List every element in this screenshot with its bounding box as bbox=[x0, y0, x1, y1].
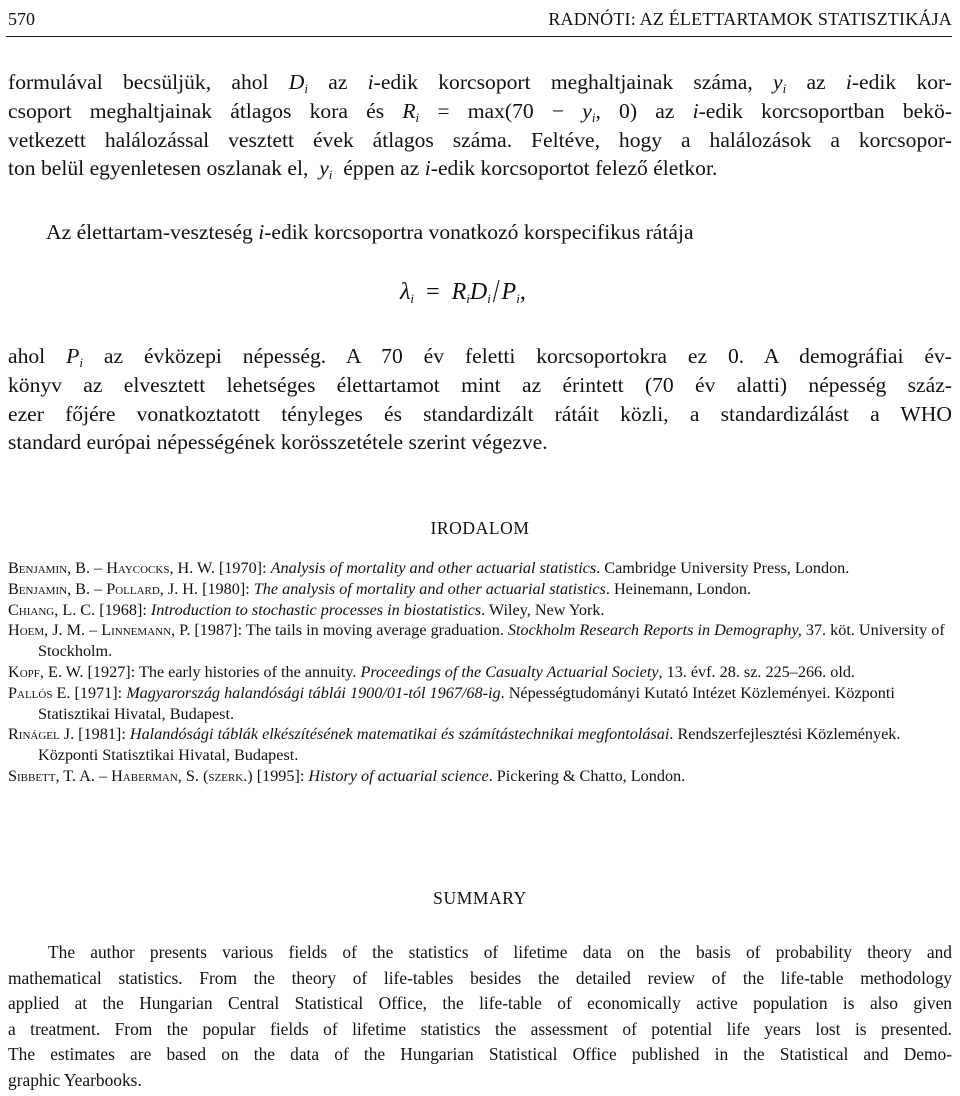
summary-line: applied at the Hungarian Central Statistical Office, the life-table of economically active population is also given bbox=[8, 993, 952, 1014]
summary-line: The estimates are based on the data of the Hungarian Statistical Office published in the Statistical and Demo- bbox=[8, 1044, 952, 1065]
reference-item: Hoem, J. M. – Linnemann, P. [1987]: The tails in moving average graduation. Stockholm Research Reports in Demography, 37. köt. University of Stockholm. bbox=[8, 621, 945, 661]
math-P: $P_i$ bbox=[66, 344, 83, 370]
reference-item: Benjamin, B. – Haycocks, H. W. [1970]: Analysis of mortality and other actuarial statistics. Cambridge University Press, London. bbox=[8, 559, 850, 577]
running-title: RADNÓTI: AZ ÉLETTARTAMOK STATISZTIKÁJA bbox=[548, 9, 952, 29]
paragraph-yearbook bbox=[8, 342, 952, 457]
paragraph-line: formulával becsüljük, ahol $D_i$ az i-edik korcsoport meghaltjainak száma, $y_i$ az i-edik kor- bbox=[8, 70, 952, 96]
page-number: 570 bbox=[8, 9, 35, 29]
reference-list bbox=[8, 558, 952, 787]
paragraph-line: könyv az elvesztett lehetséges élettartamot mint az érintett (70 év alatti) népesség száz- bbox=[8, 372, 952, 397]
paragraph-line: ezer főjére vonatkoztatott tényleges és standardizált rátáit közli, a standardizálást a WHO bbox=[8, 401, 952, 426]
formula-lambda: $\lambda_i = R_iD_i/P_i$, bbox=[400, 274, 526, 310]
paragraph-line: csoport meghaltjainak átlagos kora és $R_i = \max(70 - y_i$, 0) az i-edik korcsoportban bekö- bbox=[8, 98, 952, 125]
reference-item: Benjamin, B. – Pollard, J. H. [1980]: The analysis of mortality and other actuarial statistics. Heinemann, London. bbox=[8, 579, 752, 598]
reference-item: Kopf, E. W. [1927]: The early histories of the annuity. Proceedings of the Casualty Actuarial Society, 13. évf. 28. sz. 225–266. old. bbox=[8, 662, 855, 681]
running-header bbox=[6, 6, 952, 37]
paragraph-rate-intro: Az élettartam-veszteség i-edik korcsoportra vonatkozó korspecifikus rátája bbox=[46, 220, 694, 244]
reference-item: Sibbett, T. A. – Haberman, S. (szerk.) [1995]: History of actuarial science. Pickering & Chatto, London. bbox=[8, 766, 686, 785]
math-y: $y_i$ bbox=[772, 70, 787, 96]
math-y: $y_i$ bbox=[319, 156, 333, 183]
summary-heading: SUMMARY bbox=[433, 888, 527, 908]
paragraph-line: ton belül egyenletesen oszlanak el, $y_i$ éppen az i-edik korcsoportot felező életkor. bbox=[8, 156, 718, 183]
summary-line: The author presents various fields of the statistics of lifetime data on the basis of probability theory and bbox=[48, 942, 952, 962]
references-heading: IRODALOM bbox=[430, 518, 530, 538]
paragraph-formula-definition bbox=[8, 68, 952, 183]
summary-line: graphic Yearbooks. bbox=[8, 1069, 142, 1090]
paragraph-line: standard európai népességének korösszetétele szerint végezve. bbox=[8, 430, 548, 455]
summary-line: mathematical statistics. From the theory of life-tables besides the detailed review of the life-table methodology bbox=[8, 967, 952, 988]
math-R-formula: $R_i = \max(70 - y_i$, 0) bbox=[402, 98, 638, 125]
summary-line: a treatment. From the popular fields of lifetime statistics the assessment of potential life years lost is presented. bbox=[8, 1018, 952, 1039]
reference-item: Pallós E. [1971]: Magyarország halandósági táblái 1900/01-tól 1967/68-ig. Népességtudományi Kutató Intézet Közleményei. Központi Statisztikai Hivatal, Budapest. bbox=[8, 683, 895, 723]
paragraph-line: vetkezett halálozással vesztett évek átlagos száma. Feltéve, hogy a halálozások a korcsopor- bbox=[8, 127, 952, 152]
math-D: $D_i$ bbox=[288, 70, 309, 96]
reference-item: Chiang, L. C. [1968]: Introduction to stochastic processes in biostatistics. Wiley, New York. bbox=[8, 600, 605, 619]
paragraph-line: ahol $P_i$ az évközepi népesség. A 70 év feletti korcsoportokra ez 0. A demográfiai év- bbox=[8, 344, 952, 370]
reference-item: Rinágel J. [1981]: Halandósági táblák elkészítésének matematikai és számítástechnikai megfontolásai. Rendszerfejlesztési Közlemények. Központi Statisztikai Hivatal, Budapest. bbox=[8, 725, 901, 765]
summary-paragraph bbox=[8, 940, 952, 1094]
